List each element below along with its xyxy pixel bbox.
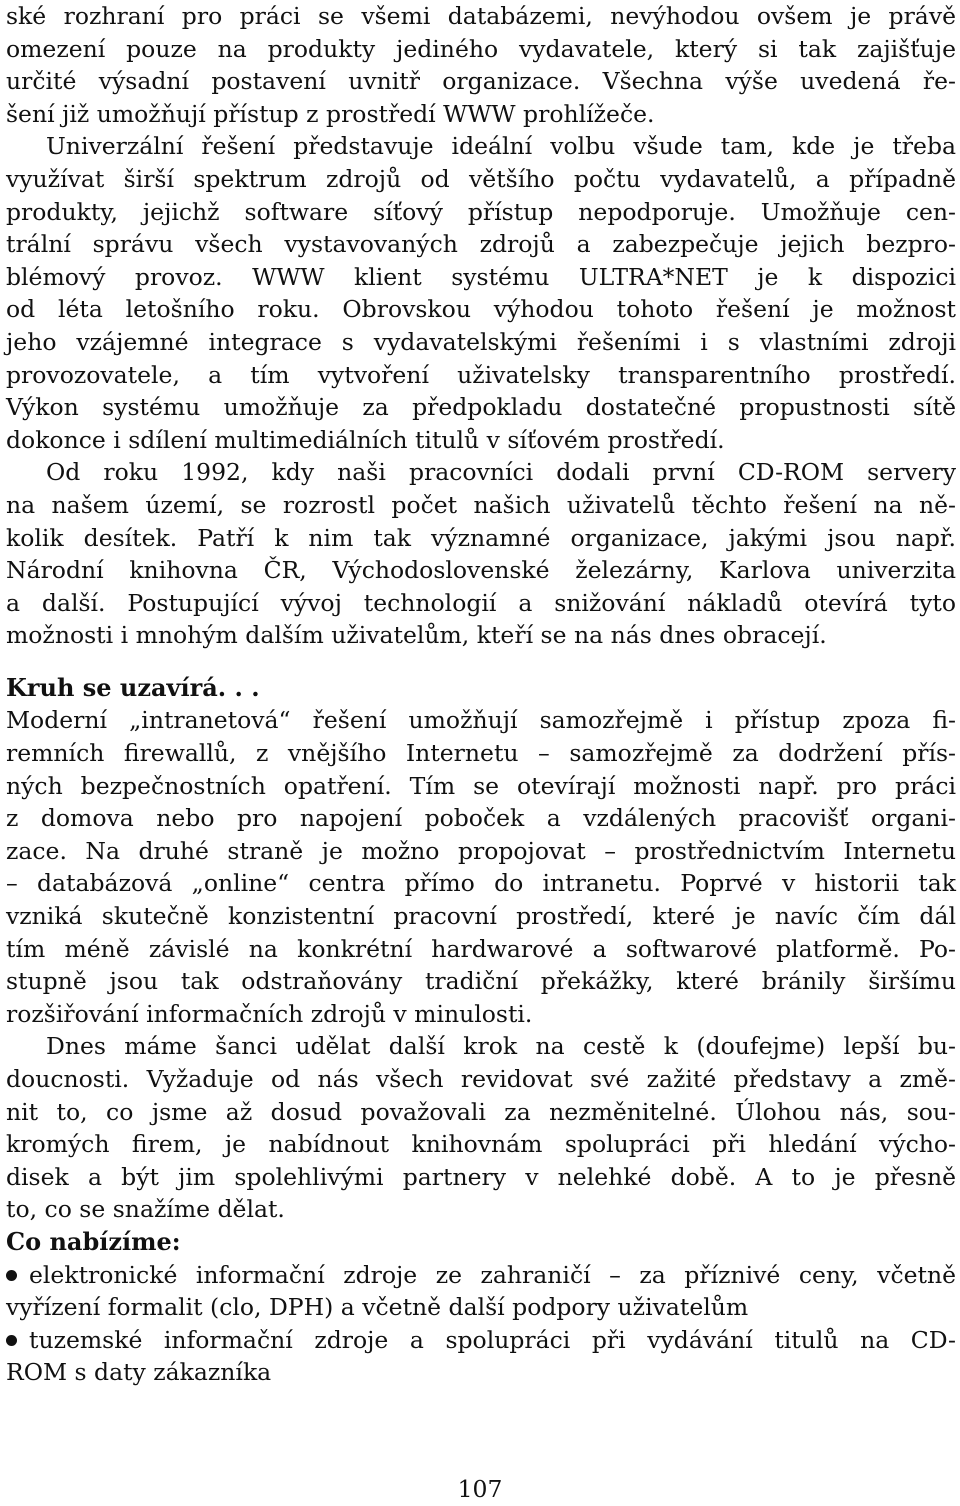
text-line: vyřízení formalit (clo, DPH) a včetně další podpory uživatelům — [6, 1293, 749, 1322]
text-line: kolik desítek. Patří k nim tak významné organizace, jakými jsou např. — [6, 523, 956, 552]
text-line: Národní knihovna ČR, Východoslovenské železárny, Karlova univerzita — [6, 556, 956, 585]
text-line: využívat širší spektrum zdrojů od většího počtu vydavatelů, a případně — [6, 164, 956, 193]
paragraph-intranet — [6, 704, 956, 1030]
spacer — [6, 652, 956, 672]
text-line: určité výsadní postavení uvnitř organizace. Všechna výše uvedená ře- — [6, 67, 956, 96]
text-line: – databázová „online“ centra přímo do intranetu. Poprvé v historii tak — [6, 869, 956, 898]
text-line: rozšiřování informačních zdrojů v minulosti. — [6, 999, 533, 1028]
text-line: provozovatele, a tím vytvoření uživatelsky transparentního prostředí. — [6, 360, 956, 389]
text-line: ROM s daty zákazníka — [6, 1358, 272, 1387]
bullet-first-line — [6, 1259, 956, 1292]
text-line: Výkon systému umožňuje za předpokladu dostatečné propustnosti sítě — [6, 393, 956, 422]
document-page — [6, 0, 956, 1389]
text-line: Dnes máme šanci udělat další krok na cestě k (doufejme) lepší bu- — [46, 1032, 956, 1061]
text-line: na našem území, se rozrostl počet našich uživatelů těchto řešení na ně- — [6, 490, 956, 519]
text-line: Moderní „intranetová“ řešení umožňují samozřejmě i přístup zpoza fi- — [6, 706, 956, 735]
text-line: Od roku 1992, kdy naši pracovníci dodali první CD-ROM servery — [46, 458, 956, 487]
text-line: tím méně závislé na konkrétní hardwarové a softwarové platformě. Po- — [6, 934, 956, 963]
text-line: disek a být jim spolehlivými partnery v nelehké době. A to je přesně — [6, 1162, 956, 1191]
text-line: omezení pouze na produkty jediného vydavatele, který si tak zajišťuje — [6, 34, 956, 63]
text-line: jeho vzájemné integrace s vydavatelskými řešeními i s vlastními zdroji — [6, 327, 956, 356]
text-line: a další. Postupující vývoj technologií a snižování nákladů otevírá tyto — [6, 588, 956, 617]
page-number: 107 — [457, 1475, 503, 1503]
text-line: stupně jsou tak odstraňovány tradiční překážky, které bránily širšímu — [6, 967, 956, 996]
list-item — [6, 1259, 956, 1324]
text-line: kromých firem, je nabídnout knihovnám spolupráci při hledání výcho- — [6, 1130, 956, 1159]
text-line: elektronické informační zdroje ze zahraničí – za příznivé ceny, včetně — [29, 1260, 956, 1289]
text-line: šení již umožňují přístup z prostředí WWW prohlížeče. — [6, 99, 655, 128]
list-item — [6, 1324, 956, 1389]
text-line: produkty, jejichž software síťový přístup nepodporuje. Umožňuje cen- — [6, 197, 956, 226]
text-line: tuzemské informační zdroje a spolupráci při vydávání titulů na CD- — [29, 1325, 956, 1354]
text-line: trální správu všech vystavovaných zdrojů a zabezpečuje jejich bezpro- — [6, 230, 956, 259]
text-line: vzniká skutečně konzistentní pracovní prostředí, které je navíc čím dál — [6, 902, 956, 931]
text-line: možnosti i mnohým dalším uživatelům, kteří se na nás dnes obracejí. — [6, 621, 827, 650]
paragraph-future — [6, 1030, 956, 1226]
bullet-icon — [6, 1335, 17, 1346]
text-line: zace. Na druhé straně je možno propojovat – prostřednictvím Internetu — [6, 836, 956, 865]
text-line: z domova nebo pro napojení poboček a vzdálených pracovišť organi- — [6, 804, 956, 833]
paragraph-universal-solution — [6, 130, 956, 456]
bullet-icon — [6, 1270, 17, 1281]
paragraph-history — [6, 456, 956, 652]
section-heading-kruh: Kruh se uzavírá. . . — [6, 672, 260, 702]
text-line: ných bezpečnostních opatření. Tím se otevírají možnosti např. pro práci — [6, 771, 956, 800]
text-line: dokonce i sdílení multimediálních titulů v síťovém prostředí. — [6, 425, 725, 454]
section-heading-offers: Co nabízíme: — [6, 1226, 181, 1256]
text-line: blémový provoz. WWW klient systému ULTRA*NET je k dispozici — [6, 262, 956, 291]
offers-list — [6, 1259, 956, 1389]
paragraph-intro — [6, 0, 956, 130]
text-line: ské rozhraní pro práci se všemi databázemi, nevýhodou ovšem je právě — [6, 2, 956, 30]
bullet-first-line — [6, 1324, 956, 1357]
text-line: doucnosti. Vyžaduje od nás všech revidovat své zažité představy a změ- — [6, 1065, 956, 1093]
text-line: nit to, co jsme až dosud považovali za nezměnitelné. Úlohou nás, sou- — [6, 1097, 956, 1126]
text-line: to, co se snažíme dělat. — [6, 1195, 285, 1224]
text-line: od léta letošního roku. Obrovskou výhodou tohoto řešení je možnost — [6, 295, 956, 324]
text-line: Univerzální řešení představuje ideální volbu všude tam, kde je třeba — [46, 132, 956, 161]
text-line: remních firewallů, z vnějšího Internetu – samozřejmě za dodržení přís- — [6, 739, 956, 768]
